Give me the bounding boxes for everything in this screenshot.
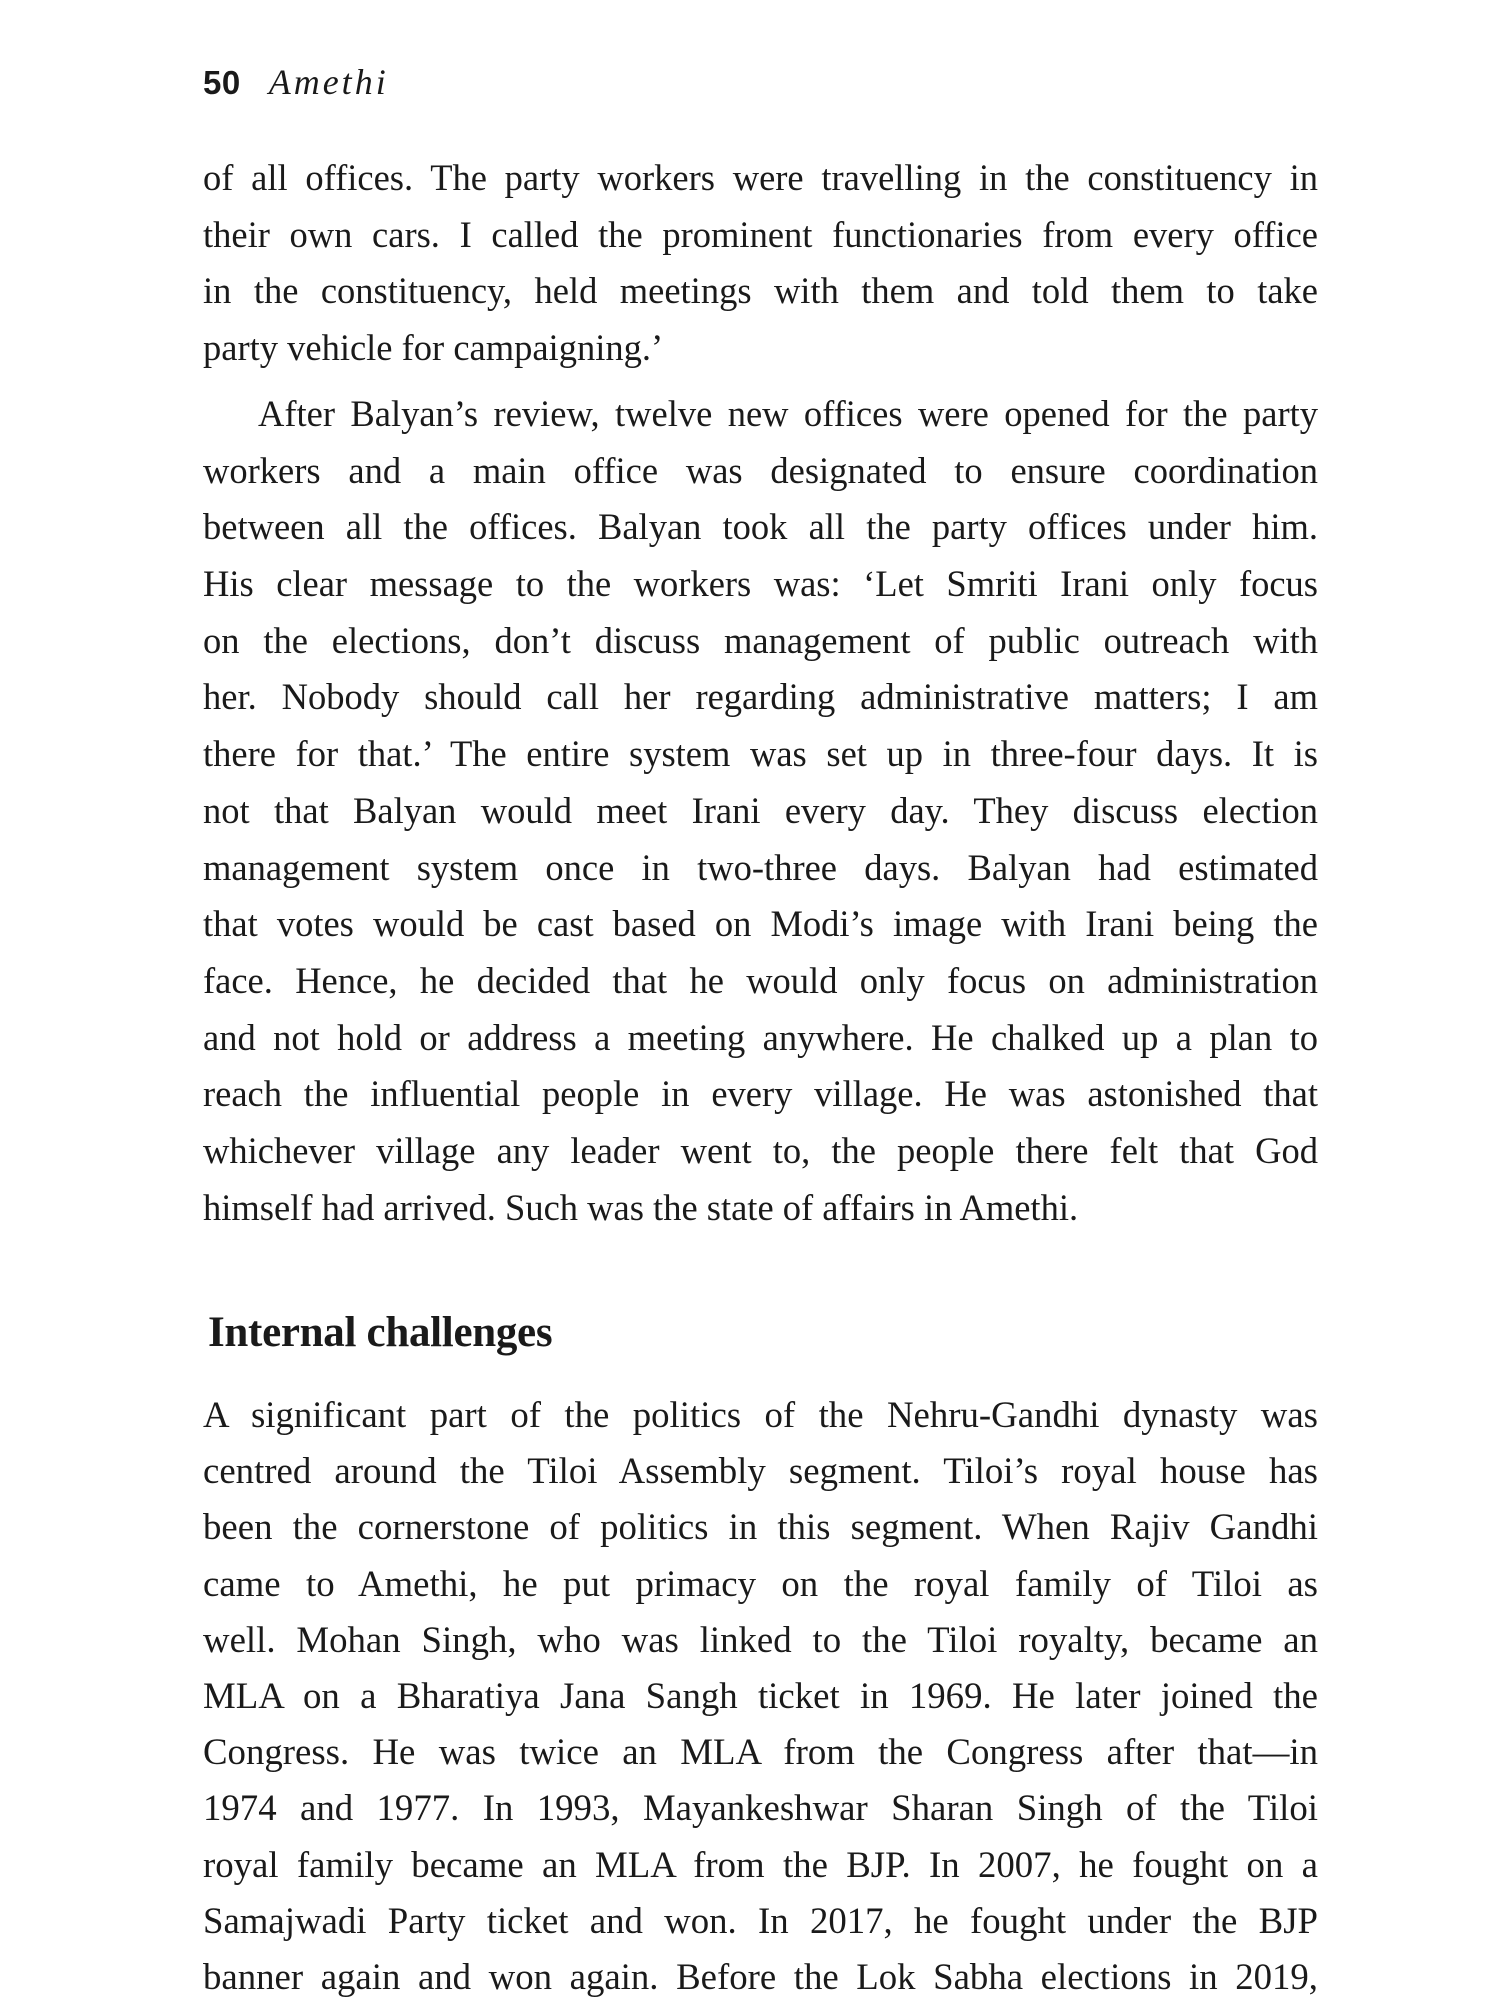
text-line: Congress. He was twice an MLA from the Congress after that—in [203,1731,1318,1773]
paragraph-tiloi [203,1387,1318,2005]
text-line: and not hold or address a meeting anywhere. He chalked up a plan to [203,1016,1318,1058]
text-line: between all the offices. Balyan took all the party offices under him. [203,506,1318,548]
paragraph-continued [203,150,1318,377]
text-line: face. Hence, he decided that he would only focus on administration [203,959,1318,1001]
text-line: management system once in two-three days. Balyan had estimated [203,846,1318,888]
text-line: MLA on a Bharatiya Jana Sangh ticket in 1969. He later joined the [203,1674,1318,1716]
text-line: in the constituency, held meetings with them and told them to take [203,270,1318,312]
text-line: reach the influential people in every village. He was astonished that [203,1073,1318,1115]
text-line: came to Amethi, he put primacy on the royal family of Tiloi as [203,1562,1318,1604]
text-line: workers and a main office was designated to ensure coordination [203,449,1318,491]
text-line: A significant part of the politics of the Nehru-Gandhi dynasty was [203,1394,1318,1435]
running-title: Amethi [268,62,389,102]
text-line: 1974 and 1977. In 1993, Mayankeshwar Sharan Singh of the Tiloi [203,1787,1318,1829]
text-line: their own cars. I called the prominent functionaries from every office [203,213,1318,255]
text-line: there for that.’ The entire system was set up in three-four days. It is [203,733,1318,775]
paragraph-balyan-review [203,386,1318,1236]
text-line: whichever village any leader went to, the people there felt that God [203,1129,1318,1171]
page-number: 50 [203,64,241,101]
text-line: royal family became an MLA from the BJP. In 2007, he fought on a [203,1843,1318,1885]
text-line: not that Balyan would meet Irani every day. They discuss election [203,789,1318,831]
text-line: banner again and won again. Before the Lok Sabha elections in 2019, [203,1955,1318,1997]
text-line: her. Nobody should call her regarding administrative matters; I am [203,676,1318,718]
text-line: well. Mohan Singh, who was linked to the Tiloi royalty, became an [203,1618,1318,1660]
text-line: on the elections, don’t discuss management of public outreach with [203,619,1318,661]
text-line: His clear message to the workers was: ‘Let Smriti Irani only focus [203,563,1318,605]
text-line: been the cornerstone of politics in this segment. When Rajiv Gandhi [203,1506,1318,1548]
running-head [203,52,389,112]
text-line: that votes would be cast based on Modi’s image with Irani being the [203,903,1318,945]
text-line: of all offices. The party workers were travelling in the constituency in [203,157,1318,198]
text-line: party vehicle for campaigning.’ [203,327,664,369]
text-line: himself had arrived. Such was the state of affairs in Amethi. [203,1186,1079,1228]
section-heading: Internal challenges [208,1309,553,1356]
text-line: Samajwadi Party ticket and won. In 2017, he fought under the BJP [203,1899,1318,1941]
text-line: After Balyan’s review, twelve new offices were opened for the party [258,393,1318,434]
text-line: centred around the Tiloi Assembly segment. Tiloi’s royal house has [203,1450,1318,1492]
